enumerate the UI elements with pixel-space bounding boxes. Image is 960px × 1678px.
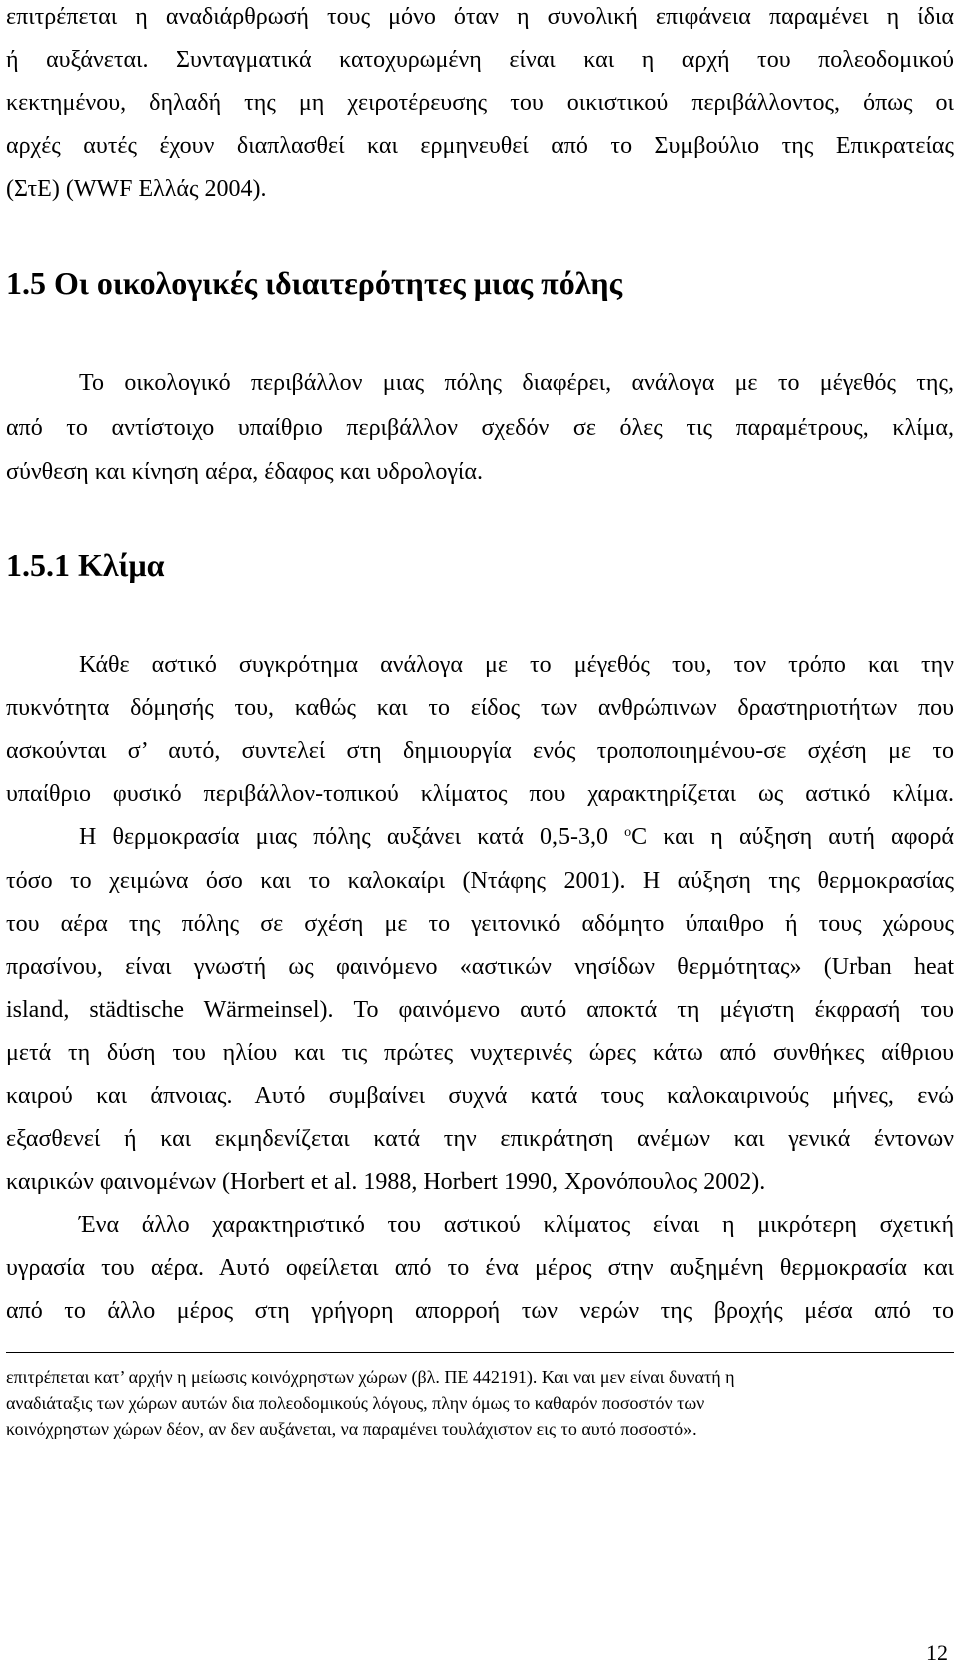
section-heading: 1.5 Οι οικολογικές ιδιαιτερότητες μιας πόλης xyxy=(6,265,623,301)
text-line: μετά τη δύση του ηλίου και τις πρώτες νυχτερινές ώρες κάτω από συνθήκες αίθριου xyxy=(6,1040,954,1066)
footnote-line: αναδιάταξις των χώρων αυτών δια πολεοδομικούς λόγους, πλην όμως το καθαρόν ποσοστόν των xyxy=(6,1393,705,1413)
text-line: καιρικών φαινομένων (Horbert et al. 1988, Horbert 1990, Χρονόπουλος 2002). xyxy=(6,1169,766,1195)
footnote-separator xyxy=(6,1352,954,1353)
text-fragment: Η θερμοκρασία μιας πόλης αυξάνει κατά 0,5-3,0 xyxy=(79,824,625,850)
text-line: από το άλλο μέρος στη γρήγορη απορροή των νερών της βροχής μέσα από το xyxy=(6,1298,954,1324)
degree-superscript: o xyxy=(624,825,632,840)
text-line: τόσο το χειμώνα όσο και το καλοκαίρι (Ντάφης 2001). Η αύξηση της θερμοκρασίας xyxy=(6,868,954,894)
footnote-line: επιτρέπεται κατ’ αρχήν η μείωσις κοινόχρηστων χώρων (βλ. ΠΕ 442191). Και ναι μεν είναι δυνατή η xyxy=(6,1367,735,1387)
page-number: 12 xyxy=(926,1640,948,1665)
subsection-heading: 1.5.1 Κλίμα xyxy=(6,547,165,583)
text-line xyxy=(6,822,954,852)
text-line: αρχές αυτές έχουν διαπλασθεί και ερμηνευθεί από το Συμβούλιο της Επικρατείας xyxy=(6,133,954,159)
text-line: ασκούνται σ’ αυτό, συντελεί στη δημιουργία ενός τροποποιημένου-σε σχέση με το xyxy=(6,738,954,764)
text-line: επιτρέπεται η αναδιάρθρωσή τους μόνο όταν η συνολική επιφάνεια παραμένει η ίδια xyxy=(6,4,954,30)
text-line: καιρού και άπνοιας. Αυτό συμβαίνει συχνά κατά τους καλοκαιρινούς μήνες, ενώ xyxy=(6,1083,954,1109)
text-line: υγρασία του αέρα. Αυτό οφείλεται από το ένα μέρος στην αυξημένη θερμοκρασία και xyxy=(6,1255,954,1281)
text-line: εξασθενεί ή και εκμηδενίζεται κατά την επικράτηση ανέμων και γενικά έντονων xyxy=(6,1126,954,1152)
text-line: σύνθεση και κίνηση αέρα, έδαφος και υδρολογία. xyxy=(6,459,483,485)
text-line: Το οικολογικό περιβάλλον μιας πόλης διαφέρει, ανάλογα με το μέγεθός της, xyxy=(79,370,954,396)
text-line: του αέρα της πόλης σε σχέση με το γειτονικό αδόμητο ύπαιθρο ή τους χώρους xyxy=(6,911,954,937)
text-line: πυκνότητα δόμησής του, καθώς και το είδος των ανθρώπινων δραστηριοτήτων που xyxy=(6,695,954,721)
text-line: από το αντίστοιχο υπαίθριο περιβάλλον σχεδόν σε όλες τις παραμέτρους, κλίμα, xyxy=(6,415,954,441)
text-line: Κάθε αστικό συγκρότημα ανάλογα με το μέγεθός του, τον τρόπο και την xyxy=(79,652,954,678)
text-line: κεκτημένου, δηλαδή της μη χειροτέρευσης του οικιστικού περιβάλλοντος, όπως οι xyxy=(6,90,954,116)
text-line: Ένα άλλο χαρακτηριστικό του αστικού κλίματος είναι η μικρότερη σχετική xyxy=(79,1212,954,1238)
text-fragment: C και η αύξηση αυτή αφορά xyxy=(631,824,955,850)
text-line: υπαίθριο φυσικό περιβάλλον-τοπικού κλίματος που χαρακτηρίζεται ως αστικό κλίμα. xyxy=(6,781,954,807)
footnote-line: κοινόχρηστων χώρων δέον, αν δεν αυξάνεται, να παραμένει τουλάχιστον εις το αυτό ποσοστό». xyxy=(6,1419,697,1439)
text-line: (ΣτΕ) (WWF Ελλάς 2004). xyxy=(6,176,267,202)
text-line: island, städtische Wärmeinsel). Το φαινόμενο αυτό αποκτά τη μέγιστη έκφρασή του xyxy=(6,997,954,1023)
text-line: ή αυξάνεται. Συνταγματικά κατοχυρωμένη είναι και η αρχή του πολεοδομικού xyxy=(6,47,954,73)
text-line: πρασίνου, είναι γνωστή ως φαινόμενο «αστικών νησίδων θερμότητας» (Urban heat xyxy=(6,954,954,980)
